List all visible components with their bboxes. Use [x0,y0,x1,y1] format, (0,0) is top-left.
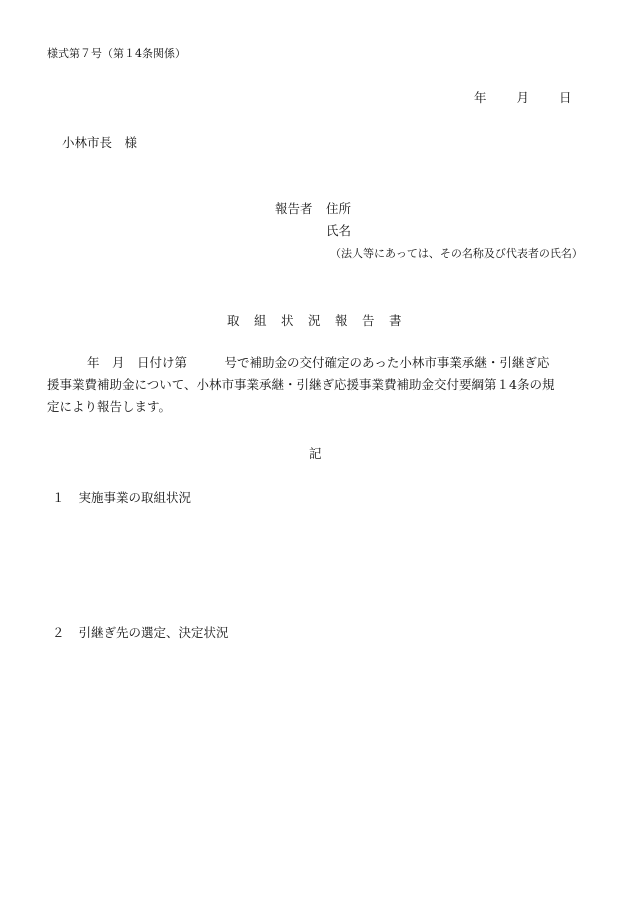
date-line [474,92,572,105]
body-line-1-text: 年 月 日付け第 号で補助金の交付確定のあった小林市事業承継・引継ぎ応 [87,355,550,370]
reporter-name-label: 氏名 [326,223,352,238]
body-line-3: 定により報告します。 [47,399,172,414]
section-2 [52,627,229,640]
reporter-address-label: 住所 [326,201,352,216]
report-body [47,352,587,418]
date-year-label: 年 [474,90,487,105]
form-number: 様式第７号（第１4条関係） [47,47,186,60]
section-2-number: ２ [52,625,65,640]
section-1-label: 実施事業の取組状況 [78,490,192,505]
section-2-label: 引継ぎ先の選定、決定状況 [78,625,229,640]
body-line-2: 援事業費補助金について、小林市事業承継・引継ぎ応援事業費補助金交付要綱第１4条の規 [47,377,555,392]
section-1 [52,492,191,505]
reporter-note: （法人等にあっては、その名称及び代表者の氏名） [330,247,583,260]
document-title: 取 組 状 況 報 告 書 [227,313,403,328]
ki-mark: 記 [309,446,322,461]
date-day-label: 日 [559,90,572,105]
addressee: 小林市長 様 [62,135,138,150]
reporter-label: 報告者 [275,201,313,216]
section-1-number: １ [52,490,65,505]
date-month-label: 月 [516,90,530,105]
body-line-1 [47,352,587,374]
